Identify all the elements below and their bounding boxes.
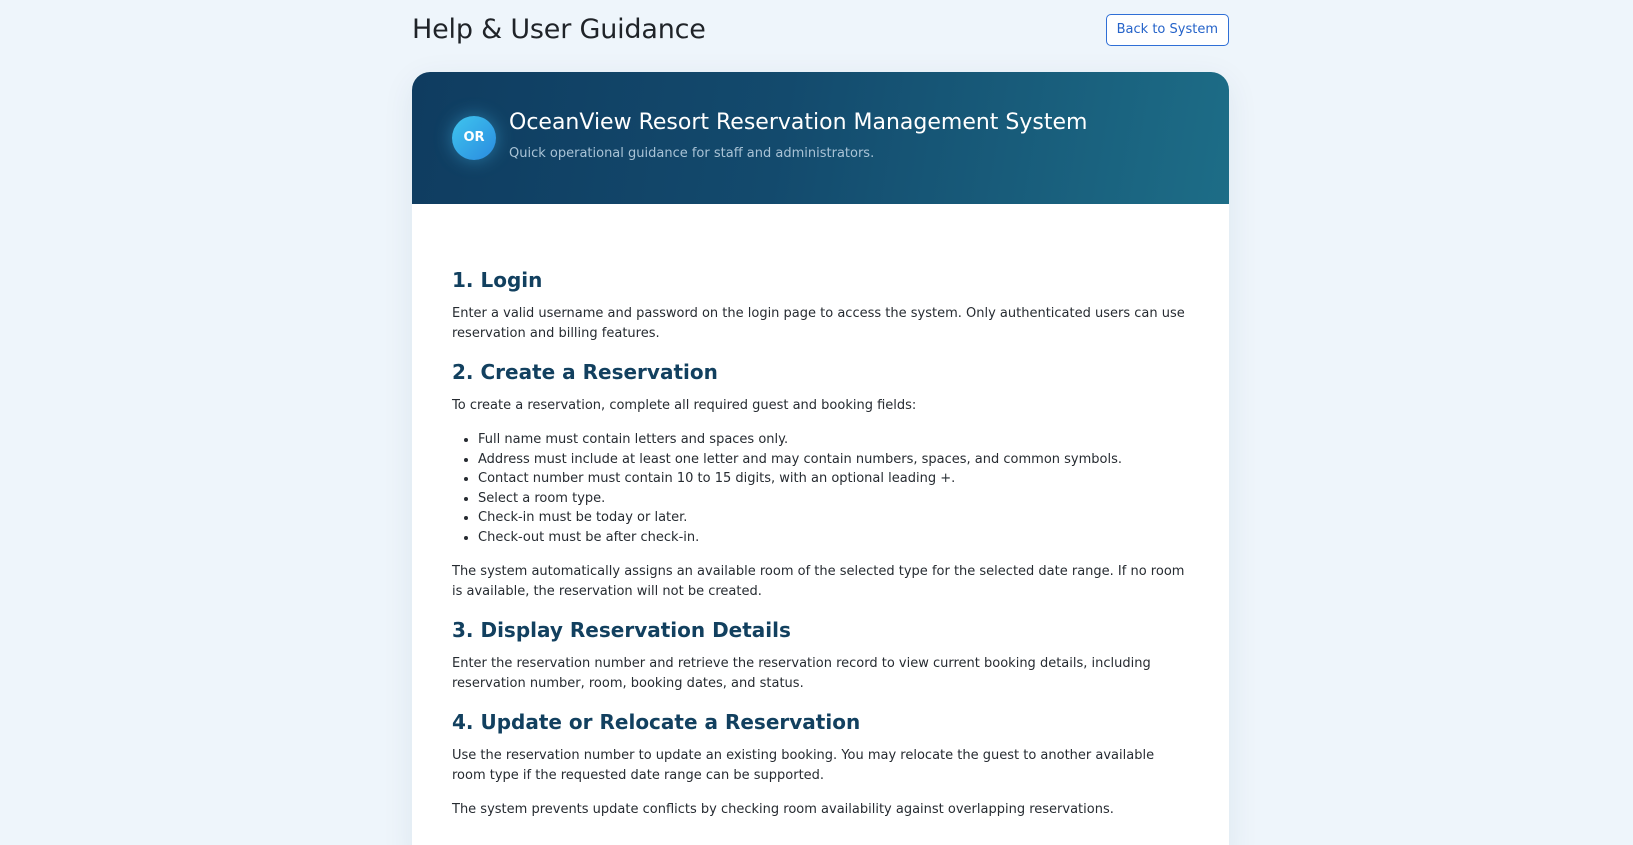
section-paragraph: The system prevents update conflicts by checking room availability against overlapping reservations.	[452, 801, 1114, 817]
help-card	[412, 72, 1229, 845]
hero-title: OceanView Resort Reservation Management System	[509, 110, 1088, 135]
section-paragraph: The system automatically assigns an available room of the selected type for the selected date range. If no room is available, the reservation will not be created.	[452, 563, 1185, 599]
requirements-list	[478, 430, 1189, 548]
section-update-reservation	[452, 708, 1189, 820]
section-login	[452, 266, 1189, 344]
hero-subtitle: Quick operational guidance for staff and administrators.	[509, 146, 875, 161]
section-paragraph: Use the reservation number to update an existing booking. You may relocate the guest to another available room type if the requested date range can be supported.	[452, 747, 1155, 783]
list-item: • Check-in must be today or later.	[478, 508, 1189, 528]
section-display-reservation	[452, 616, 1189, 694]
section-heading: 3. Display Reservation Details	[452, 617, 791, 642]
back-to-system-button[interactable]: Back to System	[1106, 14, 1229, 46]
list-item: • Check-out must be after check-in.	[478, 528, 1189, 548]
hero-banner	[412, 72, 1229, 204]
list-item: • Full name must contain letters and spaces only.	[478, 430, 1189, 450]
section-paragraph: Enter a valid username and password on the login page to access the system. Only authenticated users can use reservation and billing features.	[452, 306, 1185, 341]
section-heading: 4. Update or Relocate a Reservation	[452, 709, 861, 734]
section-paragraph: Enter the reservation number and retrieve the reservation record to view current booking details, including reservation number, room, booking dates, and status.	[452, 655, 1151, 691]
help-content	[412, 204, 1229, 820]
resort-logo: OR	[452, 116, 496, 160]
list-item: • Contact number must contain 10 to 15 digits, with an optional leading +.	[478, 469, 1189, 489]
section-create-reservation	[452, 358, 1189, 602]
list-item: • Address must include at least one letter and may contain numbers, spaces, and common symbols.	[478, 450, 1189, 470]
top-bar	[412, 0, 1229, 72]
page-title: Help & User Guidance	[412, 14, 706, 45]
section-heading: 1. Login	[452, 268, 543, 292]
page-wrapper	[412, 0, 1229, 817]
section-paragraph: To create a reservation, complete all required guest and booking fields:	[452, 398, 917, 413]
section-heading: 2. Create a Reservation	[452, 360, 718, 384]
list-item: • Select a room type.	[478, 489, 1189, 509]
